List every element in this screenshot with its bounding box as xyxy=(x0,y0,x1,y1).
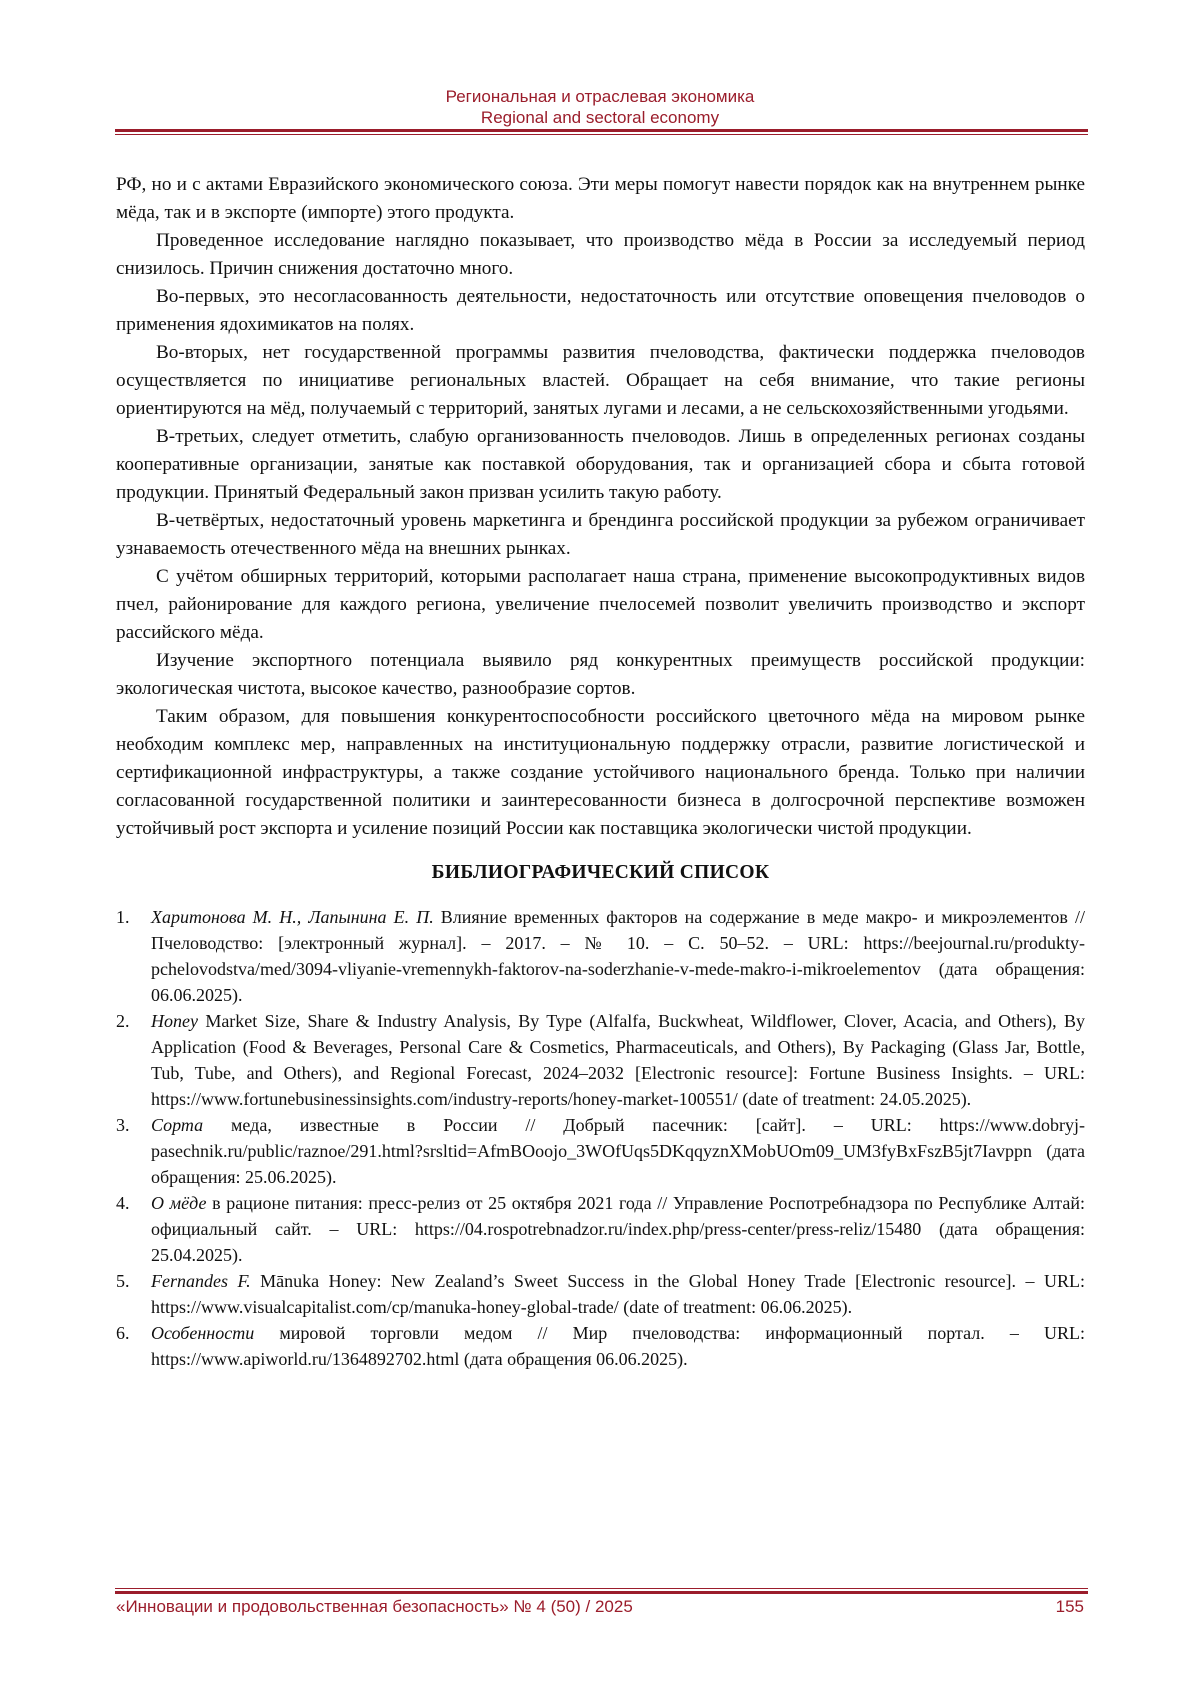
reference-lead: Харитонова М. Н., Лапынина Е. П. xyxy=(151,907,434,927)
body-paragraph: Во-первых, это несогласованность деятельности, недостаточность или отсутствие оповещения пчеловодов о применения ядохимикатов на полях. xyxy=(116,286,1085,335)
body-paragraph: Изучение экспортного потенциала выявило ряд конкурентных преимуществ российской продукции: экологическая чистота, высокое качество, разнообразие сортов. xyxy=(116,650,1085,699)
reference-text: мировой торговли медом // Мир пчеловодства: информационный портал. – URL: https://www.apiworld.ru/1364892702.html (дата обращения 06.06.2025). xyxy=(151,1323,1085,1369)
bibliography-list xyxy=(116,904,1085,1372)
reference-item xyxy=(116,1320,1085,1372)
body-paragraph: С учётом обширных территорий, которыми располагает наша страна, применение высокопродуктивных видов пчел, районирование для каждого региона, увеличение пчелосемей позволит увеличить производство и экспорт рассийского мёда. xyxy=(116,566,1085,643)
reference-item xyxy=(116,904,1085,1008)
reference-lead: Honey xyxy=(151,1011,198,1031)
reference-item xyxy=(116,1190,1085,1268)
reference-number: 1. xyxy=(116,907,130,927)
body-paragraph: Проведенное исследование наглядно показывает, что производство мёда в России за исследуемый период снизилось. Причин снижения достаточно много. xyxy=(116,230,1085,279)
reference-number: 4. xyxy=(116,1193,130,1213)
running-header xyxy=(115,86,1085,128)
reference-item xyxy=(116,1268,1085,1320)
header-title-ru: Региональная и отраслевая экономика xyxy=(445,87,755,106)
reference-number: 3. xyxy=(116,1115,130,1135)
footer-journal: «Инновации и продовольственная безопасность» № 4 (50) / 2025 xyxy=(116,1597,633,1616)
reference-item xyxy=(116,1112,1085,1190)
body-paragraph: Таким образом, для повышения конкурентоспособности российского цветочного мёда на мировом рынке необходим комплекс мер, направленных на институциональную поддержку отрасли, развитие логистической и сертификационной инфраструктуры, а также создание устойчивого национального бренда. Только при наличии согласованной государственной политики и заинтересованности бизнеса в долгосрочной перспективе возможен устойчивый рост экспорта и усиление позиций России как поставщика экологически чистой продукции. xyxy=(116,706,1085,839)
article-body xyxy=(116,171,1085,1372)
reference-lead: Особенности xyxy=(151,1323,255,1343)
bibliography-heading: БИБЛИОГРАФИЧЕСКИЙ СПИСОК xyxy=(431,862,770,883)
body-paragraph: Во-вторых, нет государственной программы развития пчеловодства, фактически поддержка пчеловодов осуществляется по инициативе региональных властей. Обращает на себя внимание, что такие регионы ориентируются на мёд, получаемый с территорий, занятых лугами и лесами, а не сельскохозяйственными угодьями. xyxy=(116,342,1085,419)
reference-text: Market Size, Share & Industry Analysis, By Type (Alfalfa, Buckwheat, Wildflower, Clover, Acacia, and Others), By Application (Food & Beverages, Personal Care & Cosmetics, Pharmaceuticals, and Others), By Packaging (Glass Jar, Bottle, Tub, Tube, and Others), and Regional Forecast, 2024–2032 [Electronic resource]: Fortune Business Insights. – URL: https://www.fortunebusinessinsights.com/industry-reports/honey-market-100551/ (date of treatment: 24.05.2025). xyxy=(151,1011,1085,1109)
reference-lead: Сорта xyxy=(151,1115,204,1135)
page-number: 155 xyxy=(1055,1597,1084,1616)
body-paragraph: РФ, но и с актами Евразийского экономического союза. Эти меры помогут навести порядок как на внутреннем рынке мёда, так и в экспорте (импорте) этого продукта. xyxy=(116,174,1085,223)
reference-number: 5. xyxy=(116,1271,130,1291)
reference-text: в рационе питания: пресс-релиз от 25 октября 2021 года // Управление Роспотребнадзора по Республике Алтай: официальный сайт. – URL: https://04.rospotrebnadzor.ru/index.php/press-center/press-reliz/15480 (дата обращения: 25.04.2025). xyxy=(151,1193,1085,1265)
reference-number: 2. xyxy=(116,1011,130,1031)
reference-text: меда, известные в России // Добрый пасечник: [сайт]. – URL: https://www.dobryj-pasechnik.ru/public/raznoe/291.html?srsltid=AfmBOoojo_3WOfUqs5DKqqyznXMobUOm09_UM3fyBxFszB5jt7Iavppn (дата обращения: 25.06.2025). xyxy=(151,1115,1085,1187)
reference-lead: Fernandes F. xyxy=(151,1271,251,1291)
body-paragraph: В-третьих, следует отметить, слабую организованность пчеловодов. Лишь в определенных регионах созданы кооперативные организации, занятые как поставкой оборудования, так и организацией сбора и сбыта готовой продукции. Принятый Федеральный закон призван усилить такую работу. xyxy=(116,426,1085,503)
reference-lead: О мёде xyxy=(151,1193,207,1213)
reference-item xyxy=(116,1008,1085,1112)
reference-text: Mānuka Honey: New Zealand’s Sweet Success in the Global Honey Trade [Electronic resource]. – URL: https://www.visualcapitalist.com/cp/manuka-honey-global-trade/ (date of treatment: 06.06.2025). xyxy=(151,1271,1085,1317)
body-paragraph: В-четвёртых, недостаточный уровень маркетинга и брендинга российской продукции за рубежом ограничивает узнаваемость отечественного мёда на внешних рынках. xyxy=(116,510,1085,559)
reference-number: 6. xyxy=(116,1323,130,1343)
reference-text: Влияние временных факторов на содержание в меде макро- и микроэлементов // Пчеловодство: [электронный журнал]. – 2017. – № 10. – С. 50–52. – URL: https://beejournal.ru/produkty-pchelovodstva/med/3094-vliyanie-vremennykh-faktorov-na-soderzhanie-v-mede-makro-i-mikroelementov (дата обращения: 06.06.2025). xyxy=(151,907,1085,1005)
header-title-en: Regional and sectoral economy xyxy=(480,108,720,127)
